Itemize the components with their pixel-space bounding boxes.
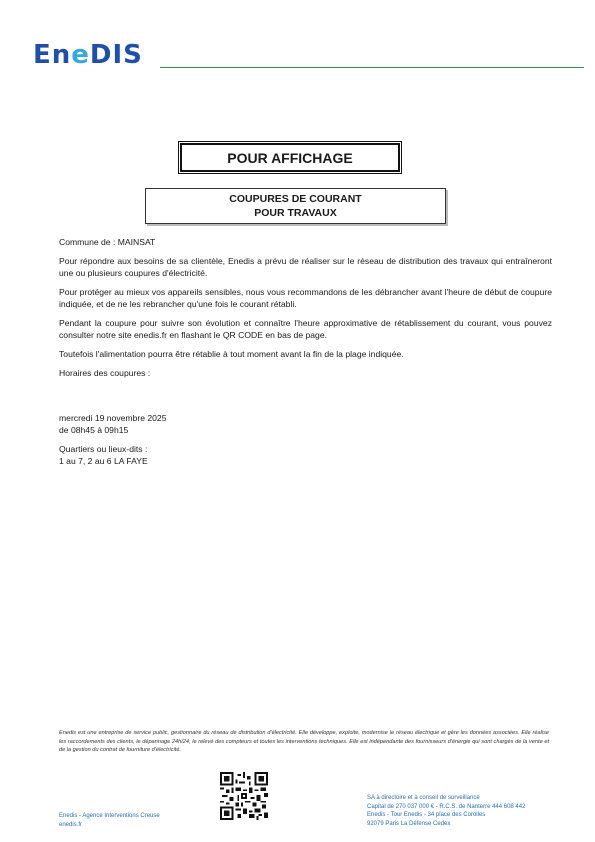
outage-time: de 08h45 à 09h15	[59, 425, 129, 435]
horaires-label: Horaires des coupures :	[59, 368, 151, 378]
paragraph-3: Pendant la coupure pour suivre son évolution et connaître l'heure approximative de rétablissement du courant, vous pouvez consulter notre site enedis.fr en flashant le QR CODE en bas de page.	[59, 318, 552, 340]
paragraph-2: Pour protéger au mieux vos appareils sensibles, nous vous recommandons de les débrancher avant l'heure de début de coupure indiquée, et de ne les rebrancher qu'une fois le courant rétabli.	[59, 287, 552, 309]
website-link[interactable]: enedis.fr	[59, 822, 83, 828]
company-capital: Capital de 270 037 000 € - R.C.S. de Nanterre 444 608 442	[367, 803, 526, 810]
outage-date: mercredi 19 novembre 2025	[59, 413, 167, 423]
enedis-logo: EneDIS	[33, 40, 143, 70]
notice-title: POUR AFFICHAGE	[180, 143, 400, 172]
company-type: SA à directoire et à conseil de surveillance	[367, 795, 480, 801]
header-rule	[160, 67, 584, 68]
footer-right	[367, 794, 525, 828]
paragraph-1: Pour répondre aux besoins de sa clientèle, Enedis a prévu de réaliser sur le réseau de distribution des travaux qui entraîneront une ou plusieurs coupures d'électricité.	[59, 256, 552, 278]
quartiers-value: 1 au 7, 2 au 6 LA FAYE	[59, 456, 148, 466]
qr-code[interactable]	[220, 772, 268, 820]
paragraph-4: Toutefois l'alimentation pourra être rétablie à tout moment avant la fin de la plage indiquée.	[59, 349, 404, 359]
subtitle-line-1: COUPURES DE COURANT	[229, 193, 362, 205]
agency-name: Enedis - Agence Interventions Creuse	[59, 813, 160, 819]
footer-left	[59, 812, 160, 830]
legal-notice: Enedis est une entreprise de service public, gestionnaire du réseau de distribution d'électricité. Elle développe, exploite, modernise le réseau électrique et gère les données associées. Elle réalise les raccordements des clients, le dépannage 24h/24, le relevé des compteurs et toutes les interventions techniques. Elle est indépendante des fournisseurs d'énergie qui sont chargés de la vente et de la gestion du contrat de fourniture d'électricité.	[59, 730, 549, 753]
quartiers-label: Quartiers ou lieux-dits :	[59, 444, 148, 454]
notice-body	[59, 236, 552, 474]
subtitle-line-2: POUR TRAVAUX	[254, 207, 337, 219]
notice-subtitle-box	[145, 188, 446, 224]
commune-line: Commune de : MAINSAT	[59, 237, 156, 247]
company-city: 92079 Paris La Défense Cedex	[367, 820, 451, 827]
company-address: Enedis - Tour Enedis - 34 place des Corolles	[367, 812, 486, 819]
